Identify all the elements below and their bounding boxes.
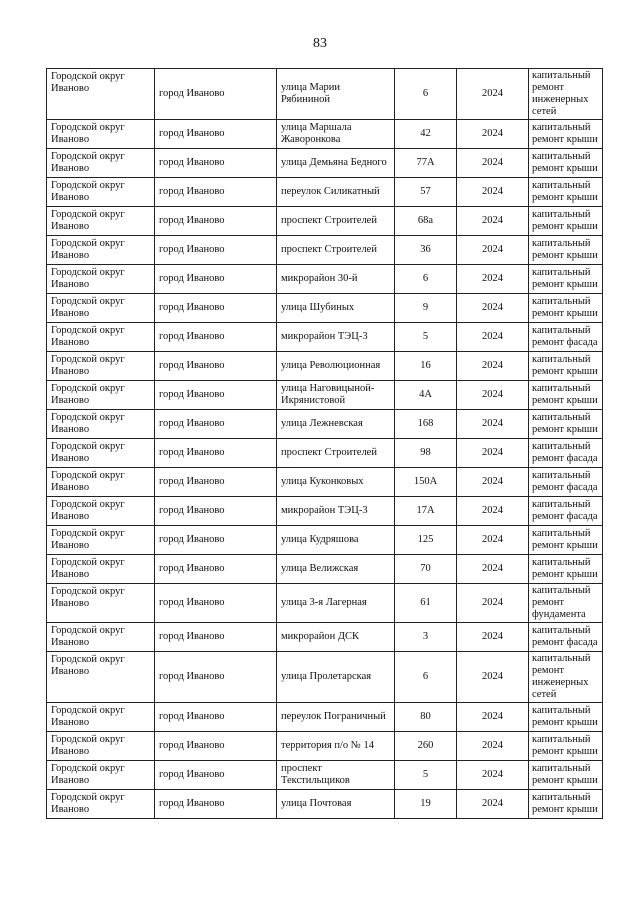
cell-house: 70 (395, 555, 457, 584)
cell-city: город Иваново (155, 526, 277, 555)
cell-work-type: капитальный ремонт инженерных сетей (529, 69, 603, 120)
cell-house: 19 (395, 790, 457, 819)
cell-okrug: Городской округ Иваново (47, 178, 155, 207)
cell-okrug: Городской округ Иваново (47, 236, 155, 265)
cell-okrug: Городской округ Иваново (47, 69, 155, 120)
cell-city: город Иваново (155, 732, 277, 761)
cell-year: 2024 (457, 69, 529, 120)
cell-okrug: Городской округ Иваново (47, 468, 155, 497)
cell-year: 2024 (457, 294, 529, 323)
cell-okrug: Городской округ Иваново (47, 584, 155, 623)
cell-year: 2024 (457, 120, 529, 149)
cell-city: город Иваново (155, 178, 277, 207)
cell-street: улица Наговицыной-Икрянистовой (277, 381, 395, 410)
cell-work-type: капитальный ремонт крыши (529, 732, 603, 761)
cell-year: 2024 (457, 236, 529, 265)
cell-city: город Иваново (155, 352, 277, 381)
cell-work-type: капитальный ремонт крыши (529, 265, 603, 294)
cell-work-type: капитальный ремонт крыши (529, 352, 603, 381)
table-row (47, 265, 603, 294)
cell-city: город Иваново (155, 555, 277, 584)
cell-city: город Иваново (155, 761, 277, 790)
table-row (47, 555, 603, 584)
cell-city: город Иваново (155, 236, 277, 265)
cell-work-type: капитальный ремонт инженерных сетей (529, 652, 603, 703)
cell-okrug: Городской округ Иваново (47, 732, 155, 761)
cell-street: улица Лежневская (277, 410, 395, 439)
cell-year: 2024 (457, 149, 529, 178)
cell-house: 6 (395, 652, 457, 703)
repair-schedule-table (46, 68, 603, 819)
cell-house: 125 (395, 526, 457, 555)
cell-work-type: капитальный ремонт крыши (529, 526, 603, 555)
cell-house: 5 (395, 323, 457, 352)
cell-okrug: Городской округ Иваново (47, 265, 155, 294)
cell-city: город Иваново (155, 149, 277, 178)
cell-year: 2024 (457, 526, 529, 555)
cell-city: город Иваново (155, 294, 277, 323)
cell-year: 2024 (457, 652, 529, 703)
cell-street: улица Марии Рябининой (277, 69, 395, 120)
cell-city: город Иваново (155, 584, 277, 623)
cell-okrug: Городской округ Иваново (47, 761, 155, 790)
table-row (47, 410, 603, 439)
table-row (47, 207, 603, 236)
table-row (47, 790, 603, 819)
cell-year: 2024 (457, 497, 529, 526)
cell-year: 2024 (457, 468, 529, 497)
cell-house: 68а (395, 207, 457, 236)
table-row (47, 652, 603, 703)
cell-house: 6 (395, 69, 457, 120)
cell-work-type: капитальный ремонт крыши (529, 381, 603, 410)
table-row (47, 497, 603, 526)
cell-year: 2024 (457, 178, 529, 207)
table-row (47, 178, 603, 207)
cell-house: 6 (395, 265, 457, 294)
cell-okrug: Городской округ Иваново (47, 623, 155, 652)
cell-year: 2024 (457, 761, 529, 790)
cell-house: 9 (395, 294, 457, 323)
cell-street: переулок Силикатный (277, 178, 395, 207)
cell-street: улица Демьяна Бедного (277, 149, 395, 178)
cell-work-type: капитальный ремонт фасада (529, 323, 603, 352)
table-row (47, 381, 603, 410)
cell-city: город Иваново (155, 323, 277, 352)
cell-year: 2024 (457, 623, 529, 652)
cell-okrug: Городской округ Иваново (47, 294, 155, 323)
cell-city: город Иваново (155, 790, 277, 819)
page-number: 83 (313, 36, 327, 51)
cell-work-type: капитальный ремонт крыши (529, 149, 603, 178)
table-row (47, 623, 603, 652)
cell-year: 2024 (457, 439, 529, 468)
cell-work-type: капитальный ремонт крыши (529, 555, 603, 584)
cell-street: микрорайон ТЭЦ-3 (277, 323, 395, 352)
cell-house: 36 (395, 236, 457, 265)
cell-okrug: Городской округ Иваново (47, 207, 155, 236)
cell-year: 2024 (457, 352, 529, 381)
cell-street: улица Почтовая (277, 790, 395, 819)
cell-house: 168 (395, 410, 457, 439)
cell-work-type: капитальный ремонт фасада (529, 439, 603, 468)
cell-year: 2024 (457, 732, 529, 761)
table-row (47, 323, 603, 352)
cell-okrug: Городской округ Иваново (47, 526, 155, 555)
cell-street: улица Велижская (277, 555, 395, 584)
cell-house: 5 (395, 761, 457, 790)
table-row (47, 468, 603, 497)
cell-house: 77А (395, 149, 457, 178)
table-body (47, 69, 603, 819)
cell-work-type: капитальный ремонт крыши (529, 761, 603, 790)
cell-street: улица Кудряшова (277, 526, 395, 555)
table-row (47, 584, 603, 623)
cell-street: улица Маршала Жаворонкова (277, 120, 395, 149)
cell-okrug: Городской округ Иваново (47, 555, 155, 584)
cell-year: 2024 (457, 265, 529, 294)
cell-street: улица Пролетарская (277, 652, 395, 703)
cell-street: улица Куконковых (277, 468, 395, 497)
cell-work-type: капитальный ремонт крыши (529, 207, 603, 236)
table-row (47, 236, 603, 265)
cell-okrug: Городской округ Иваново (47, 703, 155, 732)
cell-okrug: Городской округ Иваново (47, 497, 155, 526)
cell-okrug: Городской округ Иваново (47, 352, 155, 381)
table-row (47, 352, 603, 381)
table-row (47, 294, 603, 323)
cell-work-type: капитальный ремонт крыши (529, 790, 603, 819)
cell-house: 42 (395, 120, 457, 149)
cell-street: проспект Строителей (277, 207, 395, 236)
cell-street: микрорайон 30-й (277, 265, 395, 294)
cell-city: город Иваново (155, 69, 277, 120)
cell-okrug: Городской округ Иваново (47, 790, 155, 819)
cell-street: проспект Строителей (277, 236, 395, 265)
cell-house: 80 (395, 703, 457, 732)
cell-okrug: Городской округ Иваново (47, 410, 155, 439)
cell-work-type: капитальный ремонт фасада (529, 623, 603, 652)
cell-work-type: капитальный ремонт крыши (529, 410, 603, 439)
cell-okrug: Городской округ Иваново (47, 120, 155, 149)
cell-year: 2024 (457, 703, 529, 732)
cell-work-type: капитальный ремонт фасада (529, 497, 603, 526)
table-row (47, 69, 603, 120)
cell-okrug: Городской округ Иваново (47, 381, 155, 410)
cell-house: 3 (395, 623, 457, 652)
cell-street: переулок Пограничный (277, 703, 395, 732)
cell-work-type: капитальный ремонт фасада (529, 468, 603, 497)
cell-okrug: Городской округ Иваново (47, 439, 155, 468)
cell-street: микрорайон ТЭЦ-3 (277, 497, 395, 526)
cell-house: 61 (395, 584, 457, 623)
cell-year: 2024 (457, 381, 529, 410)
cell-city: город Иваново (155, 623, 277, 652)
cell-year: 2024 (457, 584, 529, 623)
cell-house: 4А (395, 381, 457, 410)
cell-city: город Иваново (155, 265, 277, 294)
table-row (47, 149, 603, 178)
cell-city: город Иваново (155, 120, 277, 149)
cell-okrug: Городской округ Иваново (47, 652, 155, 703)
table-row (47, 526, 603, 555)
cell-city: город Иваново (155, 207, 277, 236)
cell-work-type: капитальный ремонт крыши (529, 294, 603, 323)
cell-street: территория п/о № 14 (277, 732, 395, 761)
cell-street: улица Революционная (277, 352, 395, 381)
table-row (47, 703, 603, 732)
cell-street: проспект Текстильщиков (277, 761, 395, 790)
table-row (47, 120, 603, 149)
cell-city: город Иваново (155, 468, 277, 497)
table-row (47, 732, 603, 761)
cell-street: микрорайон ДСК (277, 623, 395, 652)
cell-okrug: Городской округ Иваново (47, 149, 155, 178)
cell-year: 2024 (457, 790, 529, 819)
cell-house: 16 (395, 352, 457, 381)
cell-house: 17А (395, 497, 457, 526)
table-row (47, 761, 603, 790)
cell-city: город Иваново (155, 652, 277, 703)
cell-house: 57 (395, 178, 457, 207)
cell-work-type: капитальный ремонт фундамента (529, 584, 603, 623)
cell-city: город Иваново (155, 381, 277, 410)
cell-house: 260 (395, 732, 457, 761)
cell-city: город Иваново (155, 703, 277, 732)
cell-city: город Иваново (155, 410, 277, 439)
table-row (47, 439, 603, 468)
cell-city: город Иваново (155, 497, 277, 526)
cell-street: улица Шубиных (277, 294, 395, 323)
cell-year: 2024 (457, 323, 529, 352)
cell-street: проспект Строителей (277, 439, 395, 468)
cell-work-type: капитальный ремонт крыши (529, 178, 603, 207)
cell-year: 2024 (457, 207, 529, 236)
cell-work-type: капитальный ремонт крыши (529, 236, 603, 265)
cell-house: 98 (395, 439, 457, 468)
cell-year: 2024 (457, 410, 529, 439)
cell-okrug: Городской округ Иваново (47, 323, 155, 352)
cell-work-type: капитальный ремонт крыши (529, 703, 603, 732)
cell-year: 2024 (457, 555, 529, 584)
cell-street: улица 3-я Лагерная (277, 584, 395, 623)
cell-city: город Иваново (155, 439, 277, 468)
cell-house: 150А (395, 468, 457, 497)
cell-work-type: капитальный ремонт крыши (529, 120, 603, 149)
